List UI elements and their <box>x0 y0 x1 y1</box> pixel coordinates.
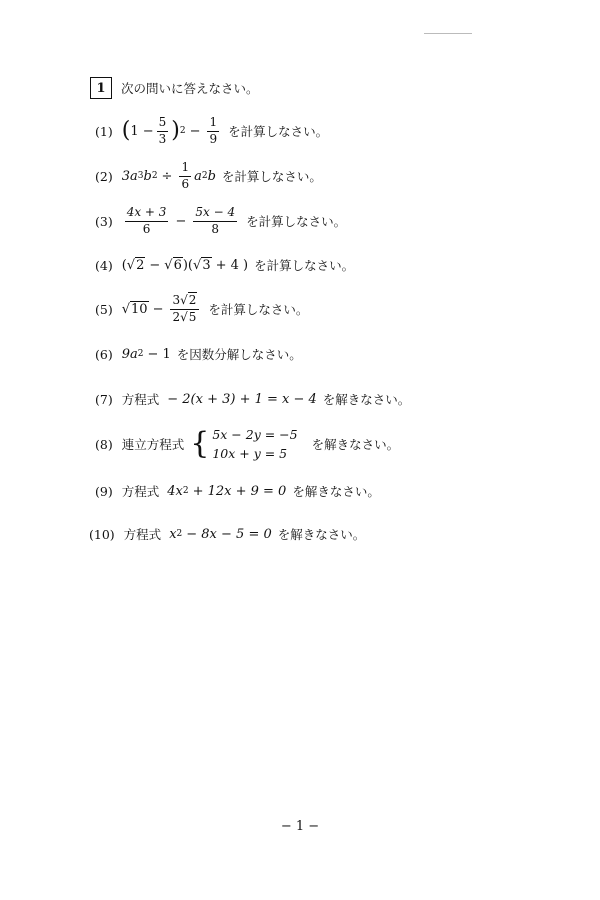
instruction-text: を解きなさい。 <box>322 392 411 407</box>
problem-1 <box>95 114 328 148</box>
page-number: − 1 − <box>280 819 320 834</box>
math-term: b <box>207 168 216 184</box>
operator: − <box>152 301 164 317</box>
exponent: 2 <box>179 126 186 136</box>
paren-open: ( <box>121 118 131 143</box>
problem-number: (4) <box>95 257 113 273</box>
problem-number: (10) <box>89 526 115 542</box>
brace: { <box>190 426 210 461</box>
question-number: 1 <box>96 80 106 96</box>
math-term: 3a <box>121 168 138 184</box>
math-term: + 4 ) <box>215 257 249 273</box>
problem-number: (3) <box>95 213 113 229</box>
radical: √2 <box>126 257 145 273</box>
problem-4: (4) ( √2 − √6 )( √3 + 4 ) を計算しなさい。 <box>95 257 355 273</box>
fraction: $\frac{5}{3}$ <box>158 115 167 146</box>
equation-2: 10x + y = 5 <box>212 446 288 461</box>
problem-number: (9) <box>95 483 113 499</box>
paren-close: ) <box>171 118 180 143</box>
problem-9: (9) 方程式 4x 2 + 12x + 9 = 0 を解きなさい。 <box>95 483 380 499</box>
problem-number: (5) <box>95 301 113 317</box>
instruction-text: 次の問いに答えなさい。 <box>121 81 259 96</box>
problem-number: (2) <box>95 168 113 184</box>
fraction: $\frac{1}{9}$ <box>209 115 218 146</box>
math-term: a <box>194 168 202 184</box>
math-term: 9a <box>121 346 138 362</box>
equation-label: 方程式 <box>121 392 160 407</box>
fraction: $\frac{5x - 4}{8}$ <box>195 205 236 236</box>
radical: √6 <box>164 257 182 273</box>
problem-10: (10) 方程式 x 2 − 8x − 5 = 0 を解きなさい。 <box>89 526 366 542</box>
operator: ÷ <box>161 168 173 184</box>
fraction: $\frac{1}{6}$ <box>181 160 190 191</box>
math-expression: − 8x − 5 = 0 <box>186 526 272 542</box>
problem-number: (8) <box>95 436 113 452</box>
question-number-box <box>90 77 112 99</box>
problem-8 <box>95 422 399 466</box>
instruction-text: を解きなさい。 <box>292 484 380 499</box>
problem-number: (1) <box>95 123 113 139</box>
equation-system <box>212 425 297 464</box>
operator: − <box>175 213 187 229</box>
math-expression: − 2(x + 3) + 1 = x − 4 <box>167 391 317 407</box>
math-term: x <box>169 526 177 542</box>
math-term: − 1 <box>147 346 171 362</box>
instruction-text: を計算しなさい。 <box>254 258 355 273</box>
equation-1: 5x − 2y = −5 <box>212 426 298 442</box>
instruction-text: を因数分解しなさい。 <box>176 347 302 362</box>
equation-label: 方程式 <box>121 484 160 499</box>
problem-7 <box>95 388 410 410</box>
instruction-text: を計算しなさい。 <box>208 302 309 317</box>
problem-2: (2) 3a 3 b 2 ÷ $\frac{1}{6}$ a 2 b を計算しなさい。 <box>95 160 322 191</box>
radical: √10 <box>121 301 148 317</box>
instruction-text: を計算しなさい。 <box>228 124 329 139</box>
problem-number: (7) <box>95 391 113 407</box>
math-term: b <box>143 168 152 184</box>
math-expression: + 12x + 9 = 0 <box>192 483 287 499</box>
problem-5 <box>95 290 308 328</box>
problem-3 <box>95 204 346 238</box>
problem-number: (6) <box>95 346 113 362</box>
equation-label: 連立方程式 <box>121 437 185 452</box>
main-instruction <box>121 79 259 97</box>
fraction: $\frac{3√2}{2√5}$ <box>170 294 199 323</box>
scan-mark <box>424 33 472 34</box>
equation-label: 方程式 <box>123 527 162 542</box>
operator: − <box>149 257 161 273</box>
math-term: 1 − <box>130 123 154 139</box>
instruction-text: を解きなさい。 <box>277 527 366 542</box>
math-term: 4x <box>167 483 183 499</box>
radical: √3 <box>193 257 211 273</box>
problem-6: (6) 9a 2 − 1 を因数分解しなさい。 <box>95 346 302 362</box>
operator: − <box>189 123 201 139</box>
instruction-text: を計算しなさい。 <box>246 214 347 229</box>
instruction-text: を解きなさい。 <box>311 437 400 452</box>
fraction: $\frac{4x + 3}{6}$ <box>126 205 167 236</box>
instruction-text: を計算しなさい。 <box>221 169 322 184</box>
